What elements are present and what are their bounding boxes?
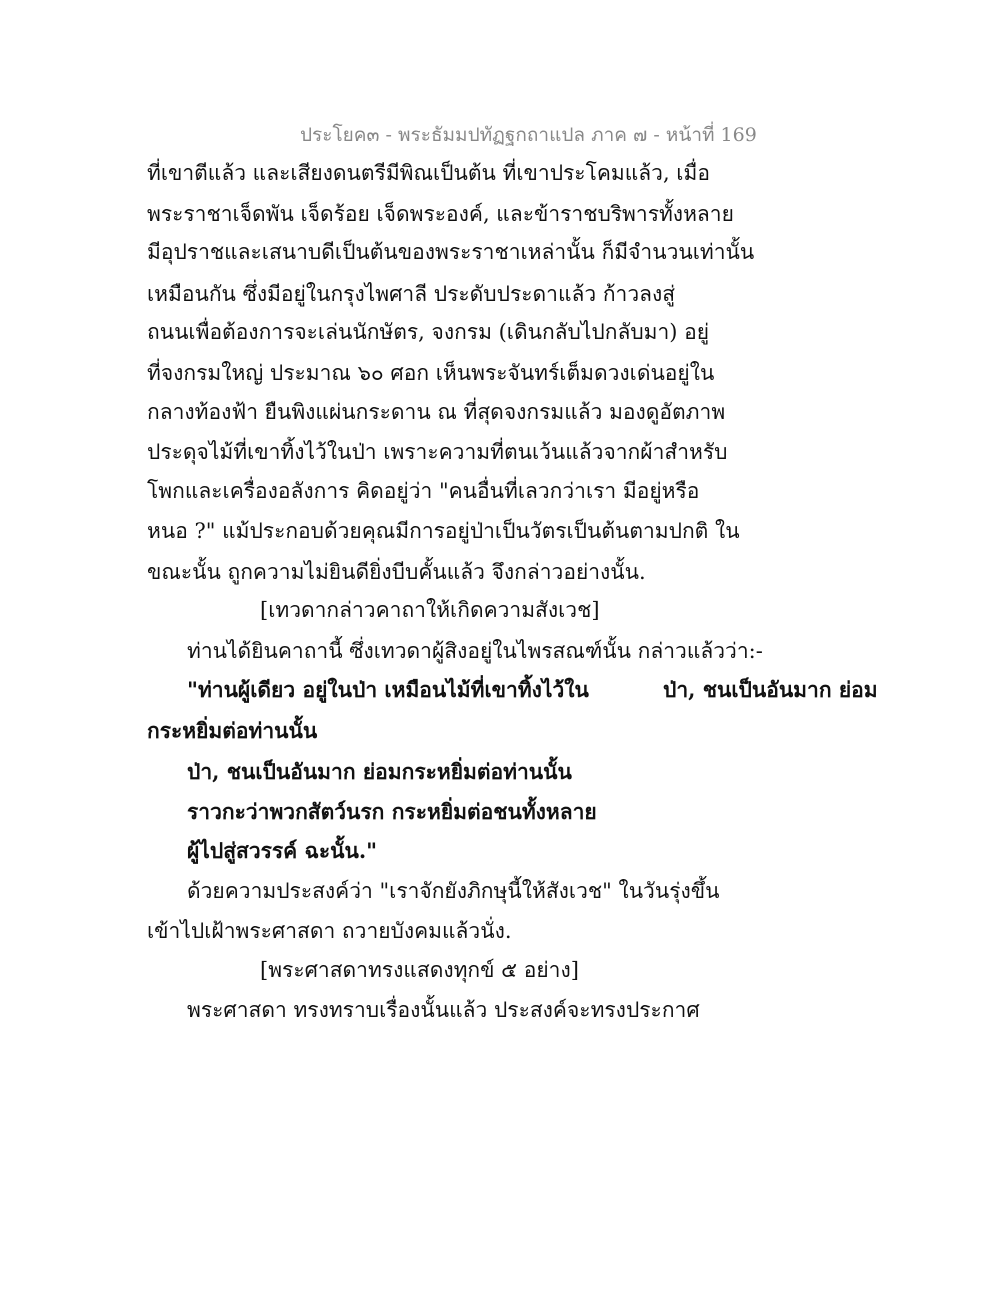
verse-line: กระหยิ่มต่อท่านนั้น	[147, 718, 318, 743]
verse-line: ป่า, ชนเป็นอันมาก ย่อมกระหยิ่มต่อท่านนั้น	[187, 759, 572, 784]
section-heading: [เทวดากล่าวคาถาให้เกิดความสังเวช]	[260, 598, 600, 622]
section-heading: [พระศาสดาทรงแสดงทุกข์ ๕ อย่าง]	[260, 958, 579, 982]
page-header: ประโยค๓ - พระธัมมปทัฏฐกถาแปล ภาค ๗ - หน้าที่ 169	[300, 124, 757, 146]
verse-line: ผู้ไปสู่สวรรค์ ฉะนั้น."	[187, 838, 378, 863]
paragraph-line: ประดุจไม้ที่เขาทิ้งไว้ในป่า เพราะความที่ตนเว้นแล้วจากผ้าสำหรับ	[147, 440, 728, 464]
paragraph-line: กลางท้องฟ้า ยืนพิงแผ่นกระดาน ณ ที่สุดจงกรมแล้ว มองดูอัตภาพ	[147, 400, 726, 424]
verse-line: ป่า, ชนเป็นอันมาก ย่อม	[663, 677, 878, 702]
paragraph-line: ที่จงกรมใหญ่ ประมาณ ๖๐ ศอก เห็นพระจันทร์เต็มดวงเด่นอยู่ใน	[147, 361, 715, 385]
paragraph-line: ด้วยความประสงค์ว่า "เราจักยังภิกษุนี้ให้สังเวช" ในวันรุ่งขึ้น	[187, 879, 720, 903]
paragraph-line: ถนนเพื่อต้องการจะเล่นนักษัตร, จงกรม (เดินกลับไปกลับมา) อยู่	[147, 320, 710, 344]
paragraph-line: เข้าไปเฝ้าพระศาสดา ถวายบังคมแล้วนั่ง.	[147, 919, 512, 943]
paragraph-line: มีอุปราชและเสนาบดีเป็นต้นของพระราชาเหล่านั้น ก็มีจำนวนเท่านั้น	[147, 240, 755, 264]
intro-line: ท่านได้ยินคาถานี้ ซึ่งเทวดาผู้สิงอยู่ในไพรสณฑ์นั้น กล่าวแล้วว่า:-	[187, 639, 763, 663]
paragraph-line: หนอ ?" แม้ประกอบด้วยคุณมีการอยู่ป่าเป็นวัตรเป็นต้นตามปกติ ใน	[147, 519, 740, 543]
verse-line: "ท่านผู้เดียว อยู่ในป่า เหมือนไม้ที่เขาทิ้งไว้ใน	[187, 677, 589, 702]
paragraph-line: พระศาสดา ทรงทราบเรื่องนั้นแล้ว ประสงค์จะทรงประกาศ	[187, 998, 700, 1022]
paragraph-line: โพกและเครื่องอลังการ คิดอยู่ว่า "คนอื่นที่เลวกว่าเรา มีอยู่หรือ	[147, 479, 700, 503]
paragraph-line: ขณะนั้น ถูกความไม่ยินดียิ่งบีบคั้นแล้ว จึงกล่าวอย่างนั้น.	[147, 560, 646, 584]
verse-line: ราวกะว่าพวกสัตว์นรก กระหยิ่มต่อชนทั้งหลาย	[187, 799, 597, 824]
paragraph-line: พระราชาเจ็ดพัน เจ็ดร้อย เจ็ดพระองค์, และข้าราชบริพารทั้งหลาย	[147, 202, 734, 226]
paragraph-line: เหมือนกัน ซึ่งมีอยู่ในกรุงไพศาลี ประดับประดาแล้ว ก้าวลงสู่	[147, 282, 676, 306]
paragraph-line: ที่เขาตีแล้ว และเสียงดนตรีมีพิณเป็นต้น ที่เขาประโคมแล้ว, เมื่อ	[147, 161, 710, 185]
